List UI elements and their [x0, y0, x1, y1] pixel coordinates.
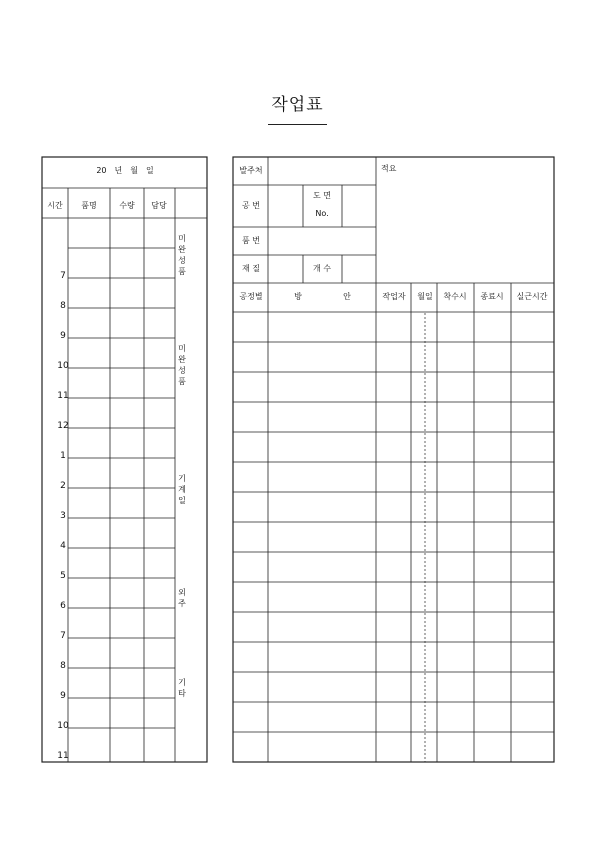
time-label: 9 [60, 691, 66, 701]
col-actual-hours-header: 실근시간 [516, 292, 548, 301]
time-label: 11 [57, 391, 69, 401]
col-start-header: 착수시 [443, 292, 467, 301]
material-label: 재 질 [242, 264, 260, 273]
product-no-label: 품 번 [242, 236, 260, 245]
orderer-label: 발주처 [239, 166, 263, 175]
category-label: 미완성품 [178, 234, 186, 276]
category-label: 기계일 [178, 474, 186, 505]
category-label: 외주 [178, 588, 186, 608]
col-manager-header: 담당 [151, 201, 167, 210]
category-label: 기타 [178, 678, 186, 698]
time-label: 7 [60, 631, 66, 641]
col-end-header: 종료시 [480, 292, 504, 301]
time-label: 4 [60, 541, 66, 551]
col-worker-header: 작업자 [382, 292, 406, 301]
time-label: 1 [60, 451, 66, 461]
col-time-header: 시간 [47, 201, 63, 210]
category-label: 미완성품 [178, 344, 186, 386]
time-label: 12 [57, 421, 69, 431]
time-label: 8 [60, 301, 66, 311]
time-label: 8 [60, 661, 66, 671]
col-process-header: 공정별 [239, 292, 263, 301]
time-label: 10 [57, 361, 69, 371]
col-date-header: 월일 [417, 292, 433, 301]
col-product-header: 품명 [81, 201, 97, 210]
col-quantity-header: 수량 [119, 201, 135, 210]
time-label: 11 [57, 751, 69, 761]
time-label: 10 [57, 721, 69, 731]
time-label: 9 [60, 331, 66, 341]
drawing-no-sub-label: No. [315, 209, 329, 218]
time-label: 3 [60, 511, 66, 521]
col-method-header-2: 안 [343, 292, 351, 301]
time-label: 2 [60, 481, 66, 491]
time-label: 7 [60, 271, 66, 281]
page-title: 작업표 [271, 95, 324, 115]
note-label: 적요 [381, 164, 397, 173]
drawing-no-label: 도 면 [313, 191, 331, 200]
quantity-label: 개 수 [313, 264, 331, 273]
table-border [233, 157, 554, 762]
col-method-header: 방 [294, 292, 302, 301]
date-header: 20 년 월 일 [96, 166, 154, 175]
time-label: 6 [60, 601, 66, 611]
work-no-label: 공 번 [242, 201, 260, 210]
time-label: 5 [60, 571, 66, 581]
